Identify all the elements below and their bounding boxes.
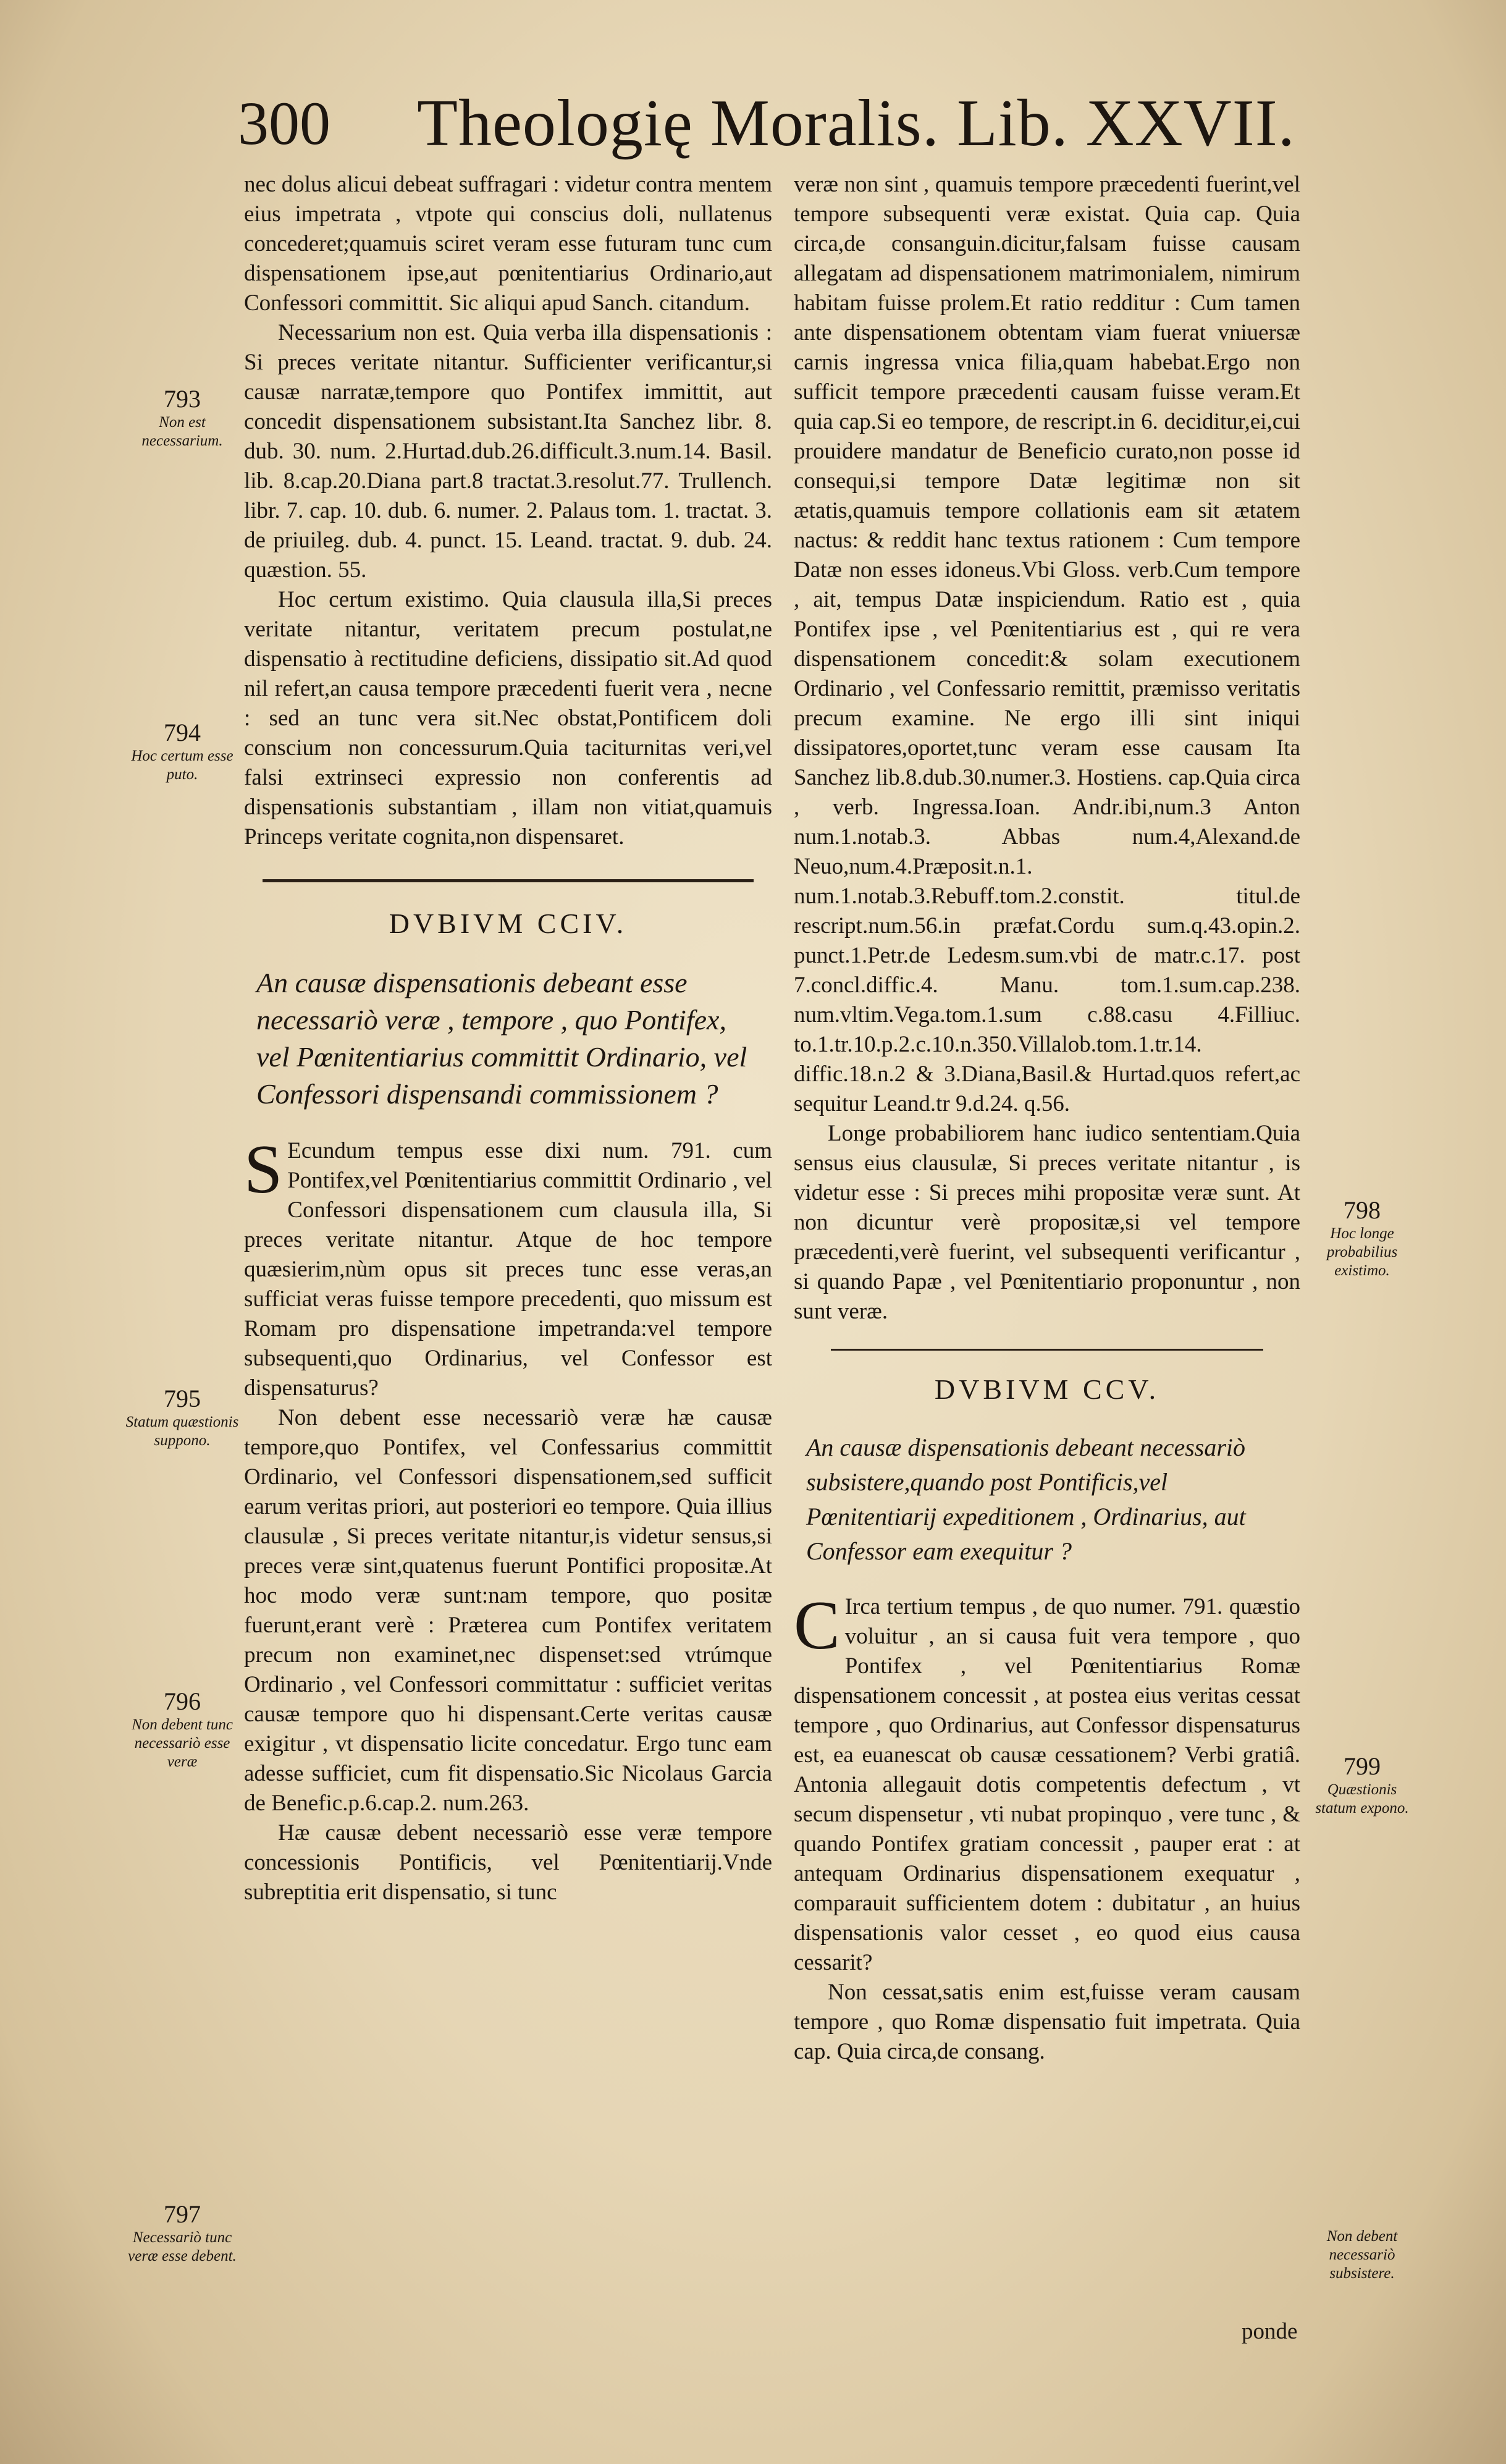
margin-number: 798	[1344, 1196, 1381, 1224]
margin-note-794	[124, 718, 241, 784]
dubium-question: An causæ dispensationis debeant necessariò subsistere,quando post Pontificis,vel Pœnitentiarij expeditionem , Ordinarius, aut Confessor eam exequitur ?	[806, 1433, 1246, 1565]
margin-text: Non debent necessariò subsistere.	[1326, 2228, 1398, 2282]
paragraph-793: Necessarium non est. Quia verba illa dispensationis : Si preces veritate nitantur. Sufficienter verificantur,si causæ narratæ,tempore quo Pontifex immittit, aut concedit dispensationem subsistant.Ita Sanchez libr. 8. dub. 30. num. 2.Hurtad.dub.26.difficult.3.num.14. Basil. lib. 8.cap.20.Diana part.8 tractat.3.resolut.77. Trullench. libr. 7. cap. 10. dub. 6. numer. 2. Palaus tom. 1. tractat. 3. de priuileg. dub. 4. punct. 15. Leand. tractat. 9. dub. 24. quæstion. 55.	[244, 320, 772, 583]
margin-number: 794	[164, 719, 201, 746]
right-column	[794, 170, 1300, 2067]
paragraph-799	[794, 1587, 1300, 1978]
paragraph-794: Hoc certum existimo. Quia clausula illa,Si preces veritate nitantur, veritatem precum postulat,ne dispensatio à rectitudine deficiens, dissipatio sit.Ad quod nil refert,an causa tempore præcedenti fuerit vera , necne : sed an tunc vera sit.Nec obstat,Pontificem doli conscium non concessurum.Quia taciturnitas veri,vel falsi extrinseci expressio non conferentis ad dispensationis substantiam , illam non vitiat,quamuis Princeps veritate cognita,non dispensaret.	[244, 587, 772, 850]
drop-cap: C	[794, 1587, 840, 1664]
margin-number: 793	[164, 385, 201, 413]
page-header	[238, 86, 1295, 161]
margin-number: 797	[164, 2200, 201, 2228]
margin-text: Non debent tunc necessariò esse veræ	[132, 1716, 233, 1770]
continued-paragraph: veræ non sint , quamuis tempore præcedenti fuerint,vel tempore subsequenti veræ existat. Quia cap. Quia circa,de consanguin.dicitur,falsam fuisse causam allegatam ad dispensationem matrimonialem, nimirum habitam fuisse prolem.Et ratio redditur : Cum tamen ante dispensationem obtentam viam fuerat vniuersæ carnis ingressa vnica filia,quam habebat.Ergo non sufficit tempore præcedenti causam fuisse veram.Et quia cap.Si eo tempore, de rescript.in 6. deciditur,ei,cui prouidere mandatur de Beneficio curato,non posse id consequi,si tempore Datæ legitimæ non sit ætatis,quamuis tempore collationis eam sit ætatem nactus: & reddit hanc textus rationem : Cum tempore Datæ non esses idoneus.Vbi Gloss. verb.Cum tempore , ait, tempus Datæ inspiciendum. Ratio est , quia Pontifex ipse , vel Pœnitentiarius est , qui re vera dispensationem concedit:& solam executionem Ordinario , vel Confessario remittit, præmisso veritatis precum examine. Ne ergo illi sint iniqui dissipatores,oportet,tunc veram esse causam Ita Sanchez lib.8.dub.30.numer.3. Hostiens. cap.Quia circa , verb. Ingressa.Ioan. Andr.ibi,num.3 Anton num.1.notab.3. Abbas num.4,Alexand.de Neuo,num.4.Præposit.n.1. num.1.notab.3.Rebuff.tom.2.constit. titul.de rescript.num.56.in præfat.Cordu sum.q.43.opin.2. punct.1.Petr.de Ledesm.sum.vbi de matr.c.17. post 7.concl.diffic.4. Manu. tom.1.sum.cap.238. num.vltim.Vega.tom.1.sum c.88.casu 4.Filliuc. to.1.tr.10.p.2.c.10.n.350.Villalob.tom.1.tr.14. diffic.18.n.2 & 3.Diana,Basil.& Hurtad.quos refert,ac sequitur Leand.tr 9.d.24. q.56.	[794, 172, 1300, 1116]
margin-note-797	[124, 2200, 241, 2266]
running-title: Theologię Moralis. Lib. XXVII.	[417, 86, 1295, 160]
dubium-question: An causæ dispensationis debeant esse necessariò veræ , tempore , quo Pontifex, vel Pœnitentiarius committit Ordinario, vel Confessori dispensandi commissionem ?	[256, 967, 747, 1110]
margin-text: Necessariò tunc veræ esse debent.	[128, 2229, 237, 2264]
paragraph-798: Longe probabiliorem hanc iudico sententiam.Quia sensus eius clausulæ, Si preces veritate nitantur , is videtur esse : Si preces mihi propositæ veræ sunt. At non dicuntur verè propositæ,si vel tempore præcedenti,verè fuerint, vel subsequenti verificantur , si quando Papæ , vel Pœnitentiario proponuntur , non sunt veræ.	[794, 1121, 1300, 1324]
intro-paragraph: nec dolus alicui debeat suffragari : videtur contra mentem eius impetrata , vtpote qui conscius doli, nullatenus concederet;quamuis sciret veram esse futuram tunc cum dispensationem ipse,aut pœnitentiarius Ordinario,aut Confessori committit. Sic aliqui apud Sanch. citandum.	[244, 172, 772, 316]
paragraph-795-text: Ecundum tempus esse dixi num. 791. cum Pontifex,vel Pœnitentiarius committit Ordinario , vel Confessori dispensationem cum clausula illa, Si preces veritate nitantur. Atque de hoc tempore quæsierim,nùm opus sit preces tunc esse veras,an sufficiat veras fuisse tempore precedenti, quo missum est Romam pro dispensatione impetranda:vel tempore subsequenti,quo Ordinarius, vel Confessor est dispensaturus?	[244, 1138, 772, 1401]
page-number: 300	[238, 89, 330, 158]
paragraph-799-text: Irca tertium tempus , de quo numer. 791. quæstio voluitur , an si causa fuit vera tempore , quo Pontifex , vel Pœnitentiarius Romæ dispensationem concessit , at postea eius veritas cessat tempore , quo Ordinarius, aut Confessor dispensaturus est, ea euanescat ob causæ cessationem? Verbi gratiâ. Antonia allegauit dotis competentis defectum , vt secum dispensetur , vti nubat propinquo , vere tunc , & quando Pontifex gratiam concessit , pauper erat : at antequam Ordinarius dispensationem exequatur , comparauit sufficientem dotem : dubitatur , an huius dispensationis valor cesset , eo quod eius causa cessarit?	[794, 1594, 1300, 1975]
margin-number: 796	[164, 1687, 201, 1715]
final-paragraph: Non cessat,satis enim est,fuisse veram causam tempore , quo Romæ dispensatio fuit impetrata. Quia cap. Quia circa,de consang.	[794, 1980, 1300, 2064]
paragraph-797: Hæ causæ debent necessariò esse veræ tempore concessionis Pontificis, vel Pœnitentiarij.Vnde subreptitia erit dispensatio, si tunc	[244, 1820, 772, 1905]
margin-note-799	[1306, 1752, 1418, 1818]
margin-text: Statum quæstionis suppono.	[125, 1414, 239, 1449]
margin-note-798	[1306, 1196, 1418, 1280]
margin-note-793	[124, 384, 241, 450]
section-divider	[831, 1349, 1263, 1351]
margin-note-795	[124, 1384, 241, 1450]
margin-note-796	[124, 1687, 241, 1771]
dubium-heading: DVBIVM CCV.	[934, 1373, 1160, 1405]
paragraph-795	[244, 1131, 772, 1403]
margin-note-non-debent	[1306, 2227, 1418, 2283]
catchword: ponde	[1242, 2319, 1298, 2344]
margin-text: Non est necessarium.	[141, 414, 223, 449]
margin-number: 799	[1344, 1752, 1381, 1780]
section-divider	[263, 879, 754, 882]
margin-text: Hoc longe probabilius existimo.	[1326, 1225, 1398, 1279]
margin-text: Hoc certum esse puto.	[131, 748, 233, 783]
margin-number: 795	[164, 1385, 201, 1412]
dubium-heading: DVBIVM CCIV.	[389, 908, 628, 939]
margin-text: Quæstionis statum expono.	[1315, 1781, 1409, 1816]
drop-cap: S	[244, 1131, 283, 1208]
left-column	[244, 170, 772, 1907]
paragraph-796: Non debent esse necessariò veræ hæ causæ tempore,quo Pontifex, vel Confessarius committit Ordinario, vel Confessori dispensationem,sed sufficit earum veritas priori, aut posteriori eo tempore. Quia illius clausulæ , Si preces veritate nitantur,is videtur sensus,si preces veræ sint,quatenus fuerunt Pontifici propositæ.At hoc modo veræ sunt:nam tempore, quo positæ fuerunt,erant verè : Præterea cum Pontifex veritatem precum non examinet,nec dispenset:sed vtrúmque Ordinario , vel Confessori committatur : sufficiet veritas causæ tempore quo hi dispensant.Certe veritas causæ exigitur , vt dispensatio licite concedatur. Ergo tunc eam adesse sufficiet, cum fit dispensatio.Sic Nicolaus Garcia de Benefic.p.6.cap.2. num.263.	[244, 1405, 772, 1816]
